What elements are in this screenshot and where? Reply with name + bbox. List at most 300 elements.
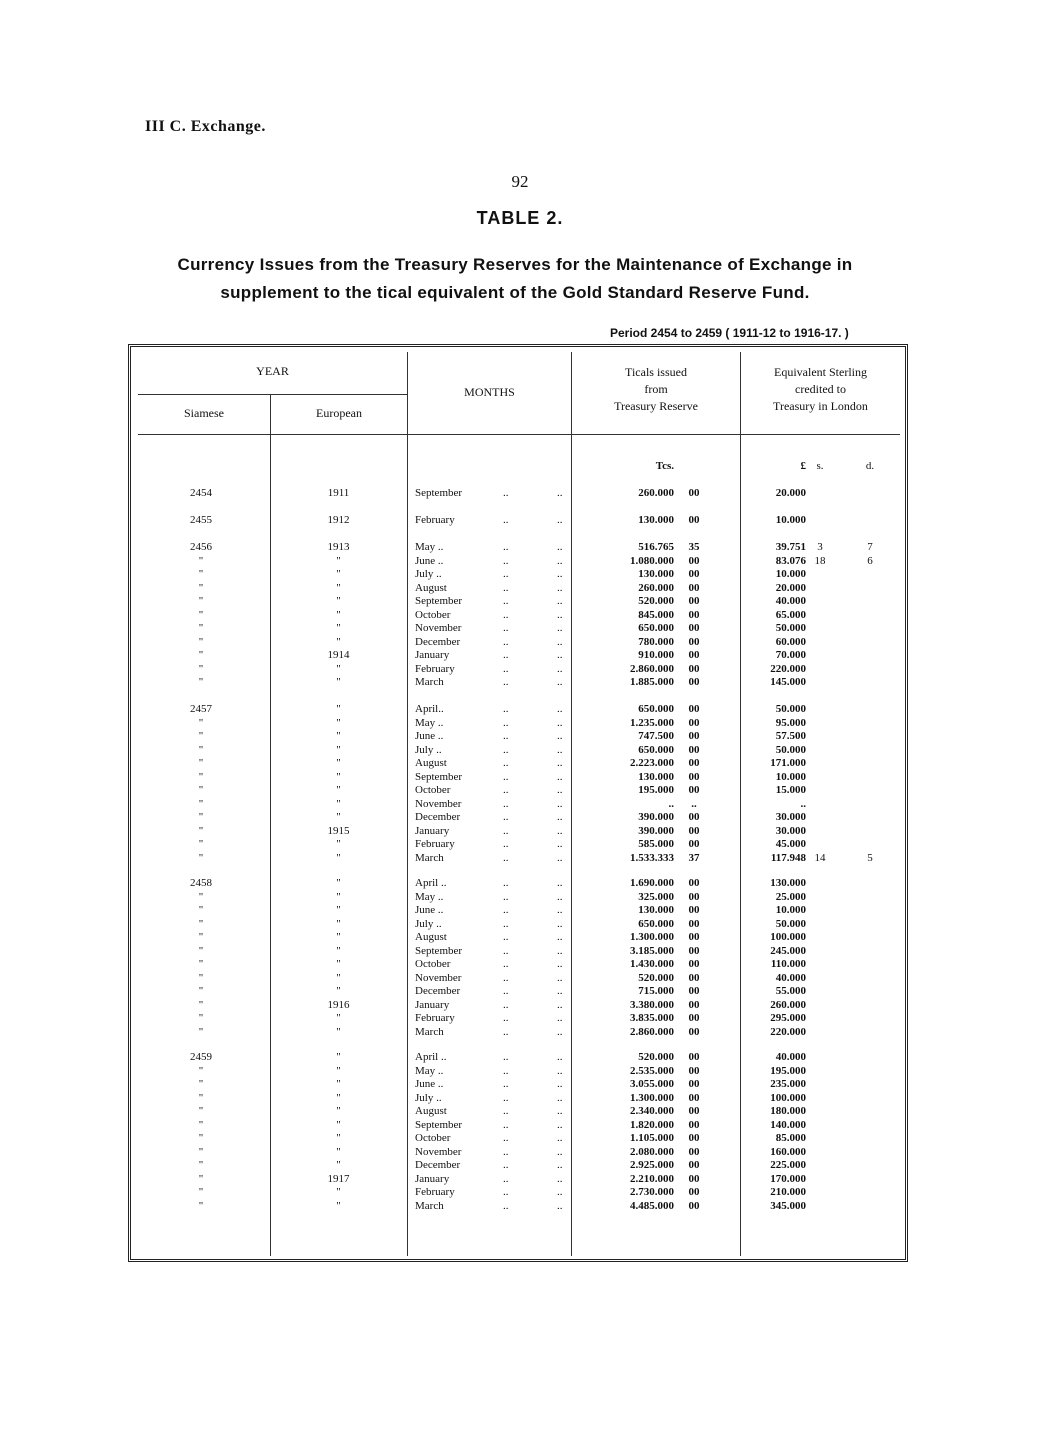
- satang-cell: 00: [688, 971, 700, 984]
- month-cell: March: [415, 1199, 444, 1212]
- leader-dots: ..: [503, 662, 509, 675]
- leader-dots: ..: [557, 877, 563, 889]
- siamese-year-cell: ": [198, 1091, 204, 1104]
- month-cell: February: [415, 1012, 455, 1024]
- pounds-cell: 210.000: [770, 1186, 806, 1198]
- leader-dots: ..: [557, 890, 563, 903]
- siamese-year-cell: ": [198, 1145, 204, 1158]
- leader-dots: ..: [557, 1172, 563, 1185]
- ticals-cell: 650.000: [638, 622, 674, 634]
- shillings-cell: 3: [817, 541, 823, 553]
- siamese-year-cell: ": [198, 635, 204, 648]
- period-label: Period 2454 to 2459 ( 1911-12 to 1916-17. ): [610, 326, 849, 340]
- month-cell: December: [415, 635, 461, 648]
- month-cell: October: [415, 1132, 451, 1144]
- pounds-cell: 180.000: [770, 1105, 806, 1117]
- ticals-cell: 3.185.000: [630, 944, 674, 957]
- leader-dots: ..: [503, 743, 509, 756]
- pounds-cell: 20.000: [775, 487, 806, 499]
- leader-dots: ..: [503, 595, 509, 607]
- european-year-cell: ": [336, 676, 341, 688]
- european-year-cell: 1913: [327, 541, 350, 553]
- siamese-year-cell: ": [198, 581, 204, 594]
- month-cell: February: [415, 838, 455, 850]
- shillings-unit: s.: [816, 460, 824, 472]
- month-cell: January: [415, 998, 450, 1011]
- siamese-year-cell: ": [198, 676, 204, 688]
- ticals-cell: 3.055.000: [630, 1078, 674, 1090]
- ticals-cell: 1.105.000: [630, 1132, 674, 1144]
- year-header: YEAR: [256, 364, 289, 378]
- satang-cell: 00: [688, 703, 700, 715]
- section-header: III C. Exchange.: [145, 118, 266, 135]
- pounds-cell: 20.000: [775, 581, 806, 594]
- european-year-cell: ": [336, 838, 341, 850]
- european-year-cell: ": [336, 971, 341, 984]
- leader-dots: ..: [503, 1064, 509, 1077]
- month-cell: June ..: [415, 904, 444, 916]
- leader-dots: ..: [503, 1159, 509, 1171]
- ticals-cell: 2.340.000: [630, 1105, 674, 1117]
- month-cell: November: [415, 971, 462, 984]
- european-year-cell: ": [336, 1145, 341, 1158]
- leader-dots: ..: [503, 958, 509, 970]
- pounds-cell: 50.000: [775, 703, 806, 715]
- leader-dots: ..: [557, 797, 563, 810]
- leader-dots: ..: [503, 890, 509, 903]
- pounds-cell: 50.000: [775, 622, 806, 634]
- pounds-cell: 140.000: [770, 1118, 806, 1131]
- leader-dots: ..: [557, 811, 563, 823]
- satang-cell: 00: [688, 1091, 700, 1104]
- european-year-cell: ": [336, 851, 341, 864]
- european-year-cell: ": [336, 904, 341, 916]
- leader-dots: ..: [557, 595, 563, 607]
- siamese-year-cell: ": [198, 1186, 204, 1198]
- ticals-cell: 260.000: [638, 487, 674, 499]
- leader-dots: ..: [557, 541, 563, 553]
- satang-cell: 00: [688, 743, 700, 756]
- siamese-year-cell: ": [198, 1078, 204, 1090]
- pounds-cell: 170.000: [770, 1172, 806, 1185]
- pounds-cell: 235.000: [770, 1078, 806, 1090]
- satang-cell: 00: [688, 1051, 700, 1063]
- siamese-year-cell: ": [198, 904, 204, 916]
- leader-dots: ..: [503, 568, 509, 580]
- leader-dots: ..: [503, 985, 509, 997]
- european-year-cell: ": [336, 1078, 341, 1090]
- ticals-cell: 520.000: [638, 971, 674, 984]
- leader-dots: ..: [557, 944, 563, 957]
- siamese-year-cell: ": [198, 1132, 204, 1144]
- european-year-cell: ": [336, 1091, 341, 1104]
- leader-dots: ..: [557, 1091, 563, 1104]
- european-year-cell: ": [336, 662, 341, 675]
- month-cell: October: [415, 784, 451, 796]
- month-cell: April ..: [415, 1051, 447, 1063]
- table-title: TABLE 2.: [476, 208, 564, 228]
- month-cell: July ..: [415, 917, 442, 930]
- leader-dots: ..: [503, 716, 509, 729]
- european-year-cell: ": [336, 811, 341, 823]
- ticals-cell: 780.000: [638, 635, 674, 648]
- ticals-cell: 2.925.000: [630, 1159, 674, 1171]
- pounds-cell: 295.000: [770, 1012, 806, 1024]
- european-year-cell: 1911: [327, 487, 350, 499]
- ticals-cell: ..: [668, 797, 674, 810]
- satang-cell: 00: [688, 635, 700, 648]
- ticals-cell: 390.000: [638, 811, 674, 823]
- leader-dots: ..: [557, 985, 563, 997]
- month-cell: November: [415, 1145, 462, 1158]
- header-bottom-rule: [138, 434, 900, 435]
- ticals-cell: 1.690.000: [630, 877, 674, 889]
- leader-dots: ..: [503, 851, 509, 864]
- pounds-cell: 65.000: [775, 608, 806, 621]
- leader-dots: ..: [557, 838, 563, 850]
- leader-dots: ..: [557, 608, 563, 621]
- leader-dots: ..: [557, 1145, 563, 1158]
- ticals-cell: 130.000: [638, 770, 674, 783]
- month-cell: September: [415, 595, 463, 607]
- satang-cell: 00: [688, 730, 700, 742]
- european-year-cell: ": [336, 917, 341, 930]
- pence-cell: 5: [867, 851, 873, 864]
- ticals-cell: 2.223.000: [630, 757, 674, 769]
- month-cell: March: [415, 676, 444, 688]
- european-year-cell: 1916: [327, 998, 350, 1011]
- siamese-year-cell: 2458: [190, 877, 212, 889]
- leader-dots: ..: [503, 1091, 509, 1104]
- satang-cell: 00: [688, 716, 700, 729]
- siamese-year-cell: ": [198, 770, 204, 783]
- pounds-cell: 40.000: [775, 1051, 806, 1063]
- leader-dots: ..: [557, 931, 563, 943]
- european-year-cell: ": [336, 877, 341, 889]
- leader-dots: ..: [557, 1078, 563, 1090]
- month-cell: July ..: [415, 1091, 442, 1104]
- leader-dots: ..: [503, 770, 509, 783]
- satang-cell: 00: [688, 595, 700, 607]
- ticals-cell: 2.860.000: [630, 662, 674, 675]
- pounds-cell: 95.000: [775, 716, 806, 729]
- leader-dots: ..: [503, 1118, 509, 1131]
- siamese-year-cell: 2455: [190, 514, 212, 526]
- ticals-cell: 3.835.000: [630, 1012, 674, 1024]
- pounds-cell: 39.751: [775, 541, 806, 553]
- satang-cell: 00: [688, 1012, 700, 1024]
- satang-cell: 00: [688, 784, 700, 796]
- pounds-cell: 160.000: [770, 1145, 806, 1158]
- pounds-cell: 100.000: [770, 931, 806, 943]
- page-number: 92: [511, 172, 529, 191]
- ticals-cell: 910.000: [638, 649, 674, 661]
- year-subheader-rule: [138, 394, 407, 395]
- table-caption: [140, 251, 890, 307]
- european-year-cell: ": [336, 944, 341, 957]
- satang-cell: 00: [688, 514, 700, 526]
- leader-dots: ..: [503, 635, 509, 648]
- satang-cell: 00: [688, 1186, 700, 1198]
- pounds-cell: 130.000: [770, 877, 806, 889]
- european-year-cell: ": [336, 784, 341, 796]
- month-cell: May ..: [415, 716, 444, 729]
- leader-dots: ..: [503, 1012, 509, 1024]
- ticals-cell: 1.533.333: [630, 851, 674, 864]
- siamese-year-cell: ": [198, 985, 204, 997]
- ticals-header: [572, 364, 740, 415]
- leader-dots: ..: [557, 971, 563, 984]
- month-cell: August: [415, 581, 447, 594]
- leader-dots: ..: [503, 730, 509, 742]
- siamese-year-cell: ": [198, 931, 204, 943]
- ticals-cell: 195.000: [638, 784, 674, 796]
- satang-cell: 00: [688, 1132, 700, 1144]
- satang-cell: 00: [688, 890, 700, 903]
- siamese-year-cell: ": [198, 716, 204, 729]
- month-cell: February: [415, 514, 455, 526]
- leader-dots: ..: [557, 904, 563, 916]
- satang-cell: 00: [688, 944, 700, 957]
- pounds-cell: 30.000: [775, 811, 806, 823]
- satang-cell: 00: [688, 487, 700, 499]
- sterling-header-line-2: credited to: [795, 382, 846, 396]
- leader-dots: ..: [557, 1159, 563, 1171]
- european-year-cell: ": [336, 703, 341, 715]
- satang-cell: 35: [688, 541, 700, 553]
- siamese-year-cell: ": [198, 743, 204, 756]
- month-cell: October: [415, 608, 451, 621]
- pounds-cell: 10.000: [775, 904, 806, 916]
- pounds-cell: 171.000: [770, 757, 806, 769]
- month-cell: March: [415, 851, 444, 864]
- column-rule-siamese-european: [270, 394, 271, 1256]
- satang-cell: 00: [688, 998, 700, 1011]
- month-cell: April..: [415, 703, 444, 715]
- european-year-cell: ": [336, 1159, 341, 1171]
- satang-cell: 00: [688, 676, 700, 688]
- ticals-cell: 1.300.000: [630, 931, 674, 943]
- leader-dots: ..: [503, 1186, 509, 1198]
- leader-dots: ..: [503, 622, 509, 634]
- leader-dots: ..: [503, 1025, 509, 1038]
- sterling-header-line-1: Equivalent Sterling: [774, 365, 867, 379]
- european-year-cell: ": [336, 770, 341, 783]
- european-year-cell: ": [336, 1064, 341, 1077]
- siamese-year-cell: ": [198, 730, 204, 742]
- ticals-cell: 516.765: [638, 541, 674, 553]
- european-header: European: [316, 406, 362, 420]
- european-year-cell: ": [336, 581, 341, 594]
- leader-dots: ..: [557, 568, 563, 580]
- satang-cell: 00: [688, 1025, 700, 1038]
- ticals-cell: 1.300.000: [630, 1091, 674, 1104]
- ticals-cell: 130.000: [638, 514, 674, 526]
- european-year-cell: ": [336, 1132, 341, 1144]
- month-cell: February: [415, 662, 455, 675]
- leader-dots: ..: [557, 514, 563, 526]
- siamese-year-cell: ": [198, 971, 204, 984]
- satang-cell: 00: [688, 877, 700, 889]
- european-year-cell: ": [336, 985, 341, 997]
- pounds-cell: 50.000: [775, 743, 806, 756]
- leader-dots: ..: [503, 554, 509, 567]
- ticals-cell: 1.430.000: [630, 958, 674, 970]
- european-year-cell: ": [336, 554, 341, 567]
- siamese-year-cell: ": [198, 890, 204, 903]
- european-year-cell: 1915: [327, 824, 350, 837]
- european-year-cell: ": [336, 757, 341, 769]
- satang-cell: 00: [688, 770, 700, 783]
- pounds-cell: ..: [800, 797, 806, 810]
- leader-dots: ..: [503, 1051, 509, 1063]
- leader-dots: ..: [557, 1105, 563, 1117]
- month-cell: December: [415, 811, 461, 823]
- column-rule-year-months: [407, 352, 408, 1256]
- european-year-cell: ": [336, 890, 341, 903]
- satang-cell: 00: [688, 1105, 700, 1117]
- pounds-cell: 83.076: [775, 554, 806, 567]
- leader-dots: ..: [557, 1118, 563, 1131]
- leader-dots: ..: [503, 931, 509, 943]
- ticals-cell: 1.235.000: [630, 716, 674, 729]
- leader-dots: ..: [557, 917, 563, 930]
- ticals-cell: 715.000: [638, 985, 674, 997]
- pounds-cell: 50.000: [775, 917, 806, 930]
- siamese-year-cell: ": [198, 797, 204, 810]
- siamese-year-cell: ": [198, 851, 204, 864]
- ticals-cell: 2.210.000: [630, 1172, 674, 1185]
- european-year-cell: ": [336, 568, 341, 580]
- caption-line-1: Currency Issues from the Treasury Reserves for the Maintenance of Exchange in: [177, 255, 853, 274]
- european-year-cell: ": [336, 797, 341, 810]
- month-cell: September: [415, 1118, 463, 1131]
- leader-dots: ..: [503, 514, 509, 526]
- pounds-cell: 195.000: [770, 1064, 806, 1077]
- caption-line-2: supplement to the tical equivalent of the Gold Standard Reserve Fund.: [220, 283, 810, 302]
- leader-dots: ..: [503, 757, 509, 769]
- satang-cell: 00: [688, 931, 700, 943]
- satang-cell: 00: [688, 581, 700, 594]
- pounds-cell: 45.000: [775, 838, 806, 850]
- leader-dots: ..: [557, 581, 563, 594]
- leader-dots: ..: [503, 1172, 509, 1185]
- month-cell: December: [415, 1159, 461, 1171]
- leader-dots: ..: [557, 757, 563, 769]
- leader-dots: ..: [557, 622, 563, 634]
- month-cell: August: [415, 757, 447, 769]
- pounds-cell: 245.000: [770, 944, 806, 957]
- month-cell: July ..: [415, 743, 442, 756]
- satang-cell: 00: [688, 904, 700, 916]
- leader-dots: ..: [503, 487, 509, 499]
- leader-dots: ..: [503, 676, 509, 688]
- european-year-cell: ": [336, 1105, 341, 1117]
- ticals-cell: 130.000: [638, 568, 674, 580]
- leader-dots: ..: [503, 998, 509, 1011]
- pence-cell: 7: [867, 541, 873, 553]
- leader-dots: ..: [503, 1078, 509, 1090]
- month-cell: April ..: [415, 877, 447, 889]
- leader-dots: ..: [557, 1064, 563, 1077]
- pounds-cell: 345.000: [770, 1199, 806, 1212]
- satang-cell: 37: [688, 851, 700, 864]
- month-cell: August: [415, 1105, 447, 1117]
- pounds-cell: 225.000: [770, 1159, 806, 1171]
- ticals-cell: 2.860.000: [630, 1025, 674, 1038]
- european-year-cell: ": [336, 958, 341, 970]
- pence-cell: 6: [867, 554, 873, 567]
- european-year-cell: 1914: [327, 649, 350, 661]
- pounds-cell: 10.000: [775, 770, 806, 783]
- leader-dots: ..: [557, 743, 563, 756]
- ticals-cell: 650.000: [638, 917, 674, 930]
- month-cell: July ..: [415, 568, 442, 580]
- european-year-cell: ": [336, 1025, 341, 1038]
- european-year-cell: ": [336, 635, 341, 648]
- ticals-cell: 4.485.000: [630, 1199, 674, 1212]
- satang-cell: 00: [688, 757, 700, 769]
- leader-dots: ..: [557, 649, 563, 661]
- ticals-cell: 747.500: [638, 730, 674, 742]
- leader-dots: ..: [557, 1132, 563, 1144]
- siamese-year-cell: ": [198, 1199, 204, 1212]
- leader-dots: ..: [557, 1012, 563, 1024]
- siamese-year-cell: ": [198, 784, 204, 796]
- satang-cell: 00: [688, 985, 700, 997]
- ticals-cell: 3.380.000: [630, 998, 674, 1011]
- leader-dots: ..: [503, 877, 509, 889]
- siamese-header: Siamese: [184, 406, 224, 420]
- ticals-cell: 845.000: [638, 608, 674, 621]
- pounds-cell: 57.500: [775, 730, 806, 742]
- european-year-cell: ": [336, 622, 341, 634]
- siamese-year-cell: ": [198, 1105, 204, 1117]
- leader-dots: ..: [503, 1132, 509, 1144]
- month-cell: November: [415, 797, 462, 810]
- satang-cell: 00: [688, 554, 700, 567]
- month-cell: March: [415, 1025, 444, 1038]
- european-year-cell: ": [336, 1051, 341, 1063]
- ticals-cell: 260.000: [638, 581, 674, 594]
- month-cell: September: [415, 487, 463, 499]
- leader-dots: ..: [557, 554, 563, 567]
- leader-dots: ..: [557, 1199, 563, 1212]
- siamese-year-cell: ": [198, 662, 204, 675]
- month-cell: September: [415, 944, 463, 957]
- pence-unit: d.: [865, 460, 875, 472]
- leader-dots: ..: [557, 716, 563, 729]
- satang-cell: 00: [688, 958, 700, 970]
- ticals-cell: 2.730.000: [630, 1186, 674, 1198]
- satang-cell: 00: [688, 1145, 700, 1158]
- month-cell: June ..: [415, 1078, 444, 1090]
- leader-dots: ..: [557, 676, 563, 688]
- ticals-header-line-3: Treasury Reserve: [614, 399, 698, 413]
- leader-dots: ..: [503, 797, 509, 810]
- month-cell: June ..: [415, 730, 444, 742]
- siamese-year-cell: ": [198, 824, 204, 837]
- siamese-year-cell: ": [198, 622, 204, 634]
- siamese-year-cell: ": [198, 1159, 204, 1171]
- pounds-cell: 10.000: [775, 514, 806, 526]
- pounds-cell: 220.000: [770, 662, 806, 675]
- leader-dots: ..: [557, 1051, 563, 1063]
- month-cell: August: [415, 931, 447, 943]
- ticals-cell: 520.000: [638, 1051, 674, 1063]
- satang-cell: 00: [688, 608, 700, 621]
- leader-dots: ..: [557, 487, 563, 499]
